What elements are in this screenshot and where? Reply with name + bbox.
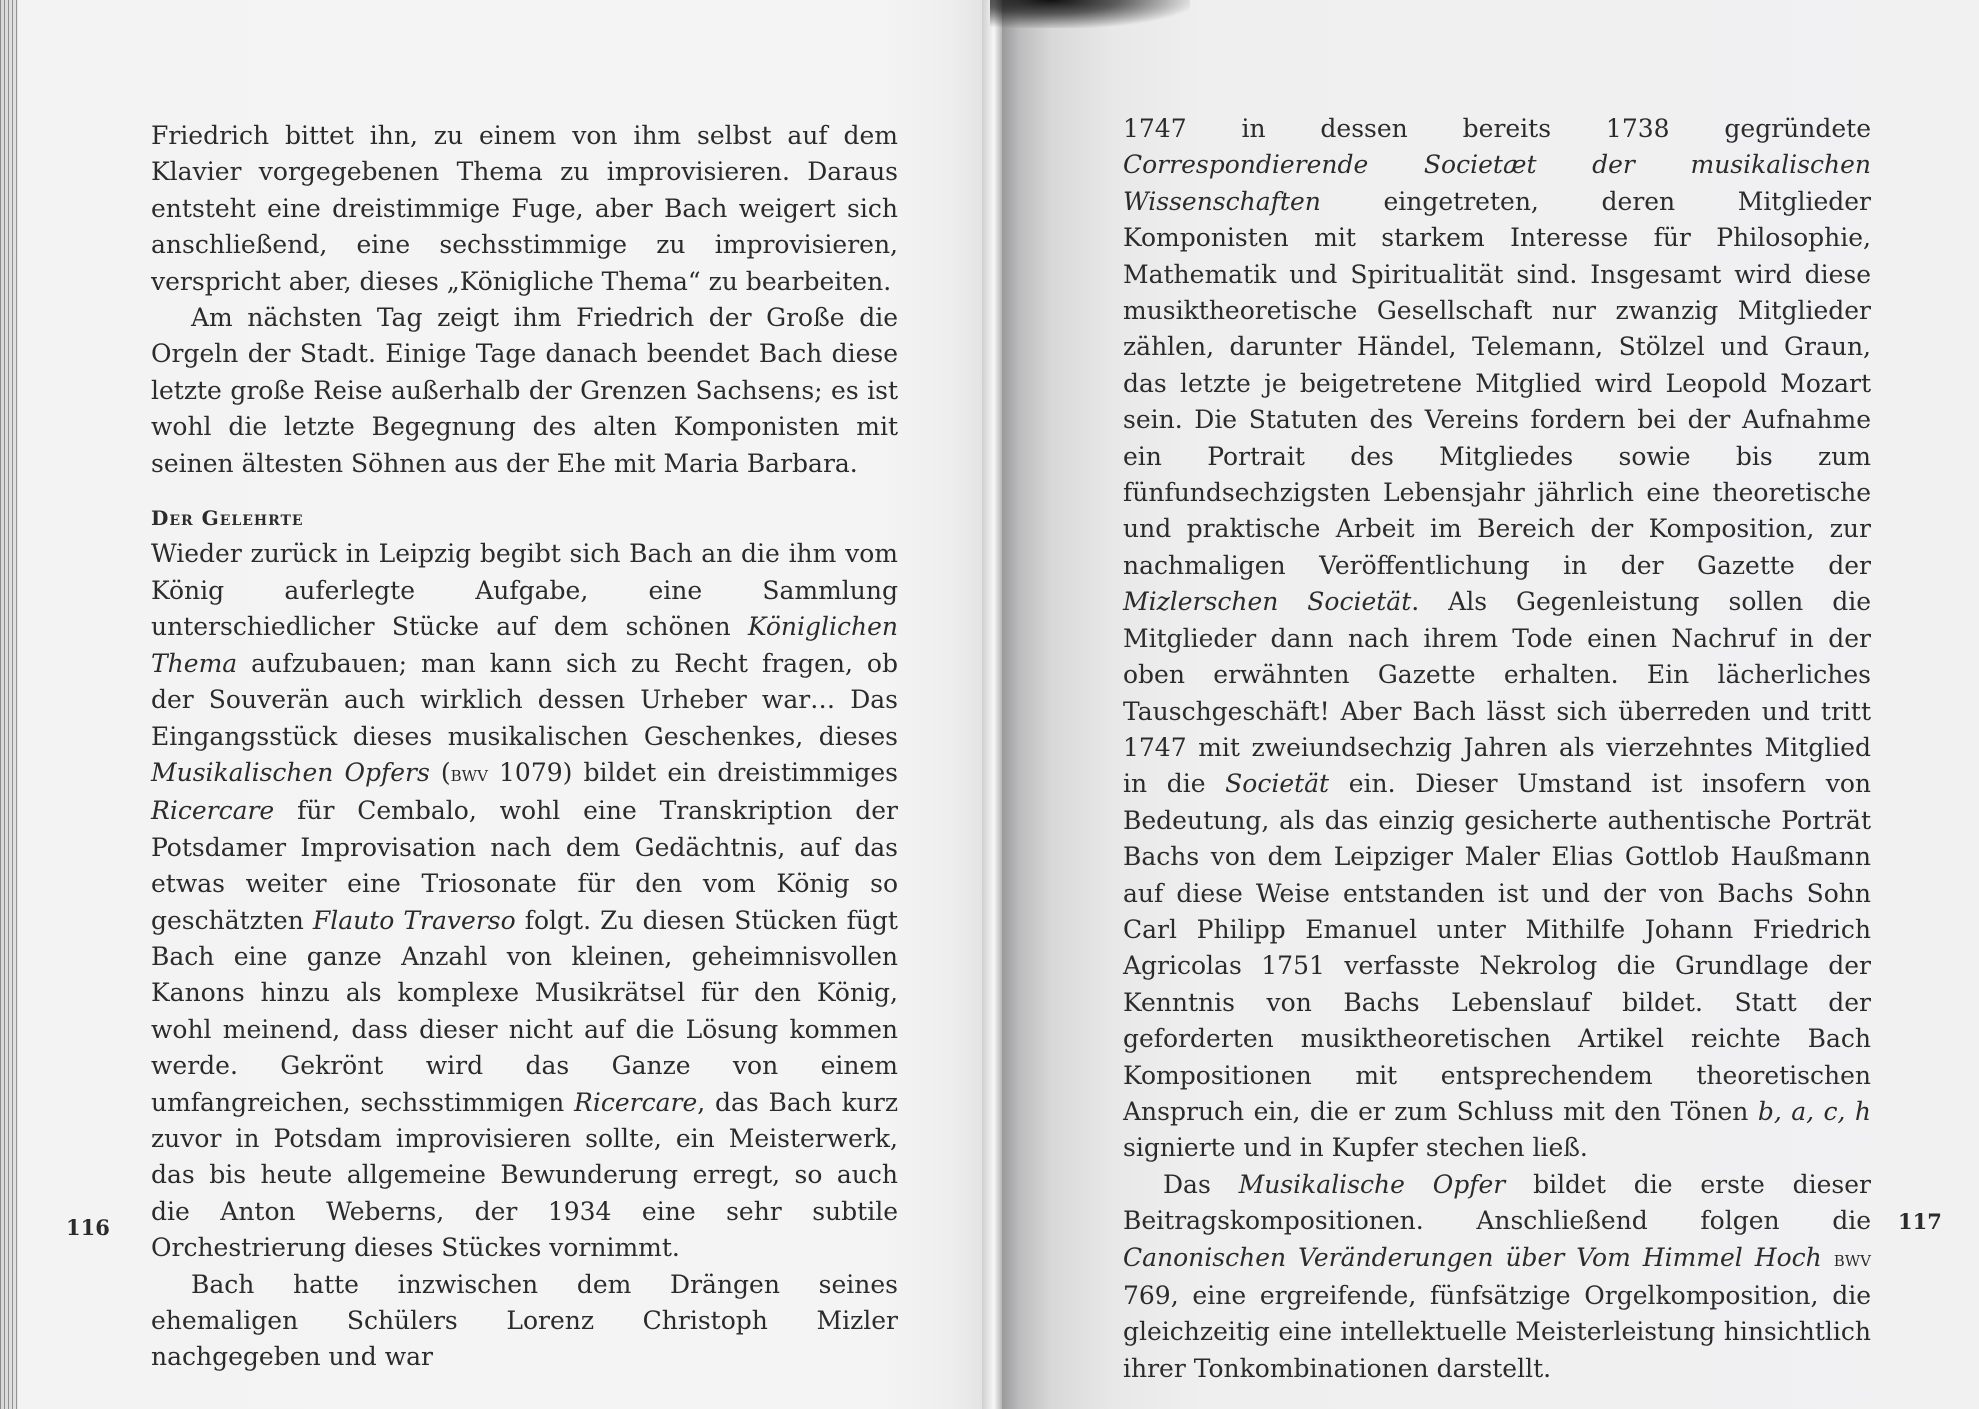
left-page-text [151,118,898,1376]
paragraph: Das Musikalische Opfer bildet die erste dieser Beitragskompositionen. Anschließend folgen die Canonischen Veränderungen über Vom Himmel Hoch bwv 769, eine ergreifende, fünfsätzige Orgelkomposition, die gleichzeitig eine intellektuelle Meisterleistung hinsichtlich ihrer Tonkombinationen darstellt. [1123,1169,1872,1383]
paragraph: Am nächsten Tag zeigt ihm Friedrich der Große die Orgeln der Stadt. Einige Tage danach beendet Bach diese letzte große Reise außerhalb der Grenzen Sachsens; es ist wohl die letzte Begegnung des alten Komponisten mit seinen ältesten Söhnen aus der Ehe mit Maria Barbara. [151,303,898,478]
paragraph: Friedrich bittet ihn, zu einem von ihm selbst auf dem Klavier vorgegebenen Thema zu improvisieren. Daraus entsteht eine dreistimmige Fuge, aber Bach weigert sich anschließend, eine sechsstimmige zu improvisieren, verspricht aber, dieses „Königliche Thema“ zu bearbeiten. [151,121,898,296]
page-number: 117 [1898,1209,1942,1234]
right-page-text [1123,111,1871,1387]
right-page [1002,0,1979,1409]
page-edges [0,0,18,1409]
section-heading: Der Gelehrte [151,506,304,531]
paragraph: 1747 in dessen bereits 1738 gegründete Correspondierende Societæt der musikalischen Wissenschaften eingetreten, deren Mitglieder Komponisten mit starkem Interesse für Philosophie, Mathematik und Spiritualität sind. Insgesamt wird diese musiktheoretische Gesellschaft nur zwanzig Mitglieder zählen, darunter Händel, Telemann, Stölzel und Graun, das letzte je beigetretene Mitglied wird Leopold Mozart sein. Die Statuten des Vereins fordern bei der Aufnahme ein Portrait des Mitgliedes sowie bis zum fünfundsechzigsten Lebensjahr jährlich eine theoretische und praktische Arbeit im Bereich der Komposition, zur nachmaligen Veröffentlichung in der Gazette der Mizlerschen Societät. Als Gegenleistung sollen die Mitglieder dann nach ihrem Tode einen Nachruf in der oben erwähnten Gazette erhalten. Ein lächerliches Tauschgeschäft! Aber Bach lässt sich überreden und tritt 1747 mit zweiundsechzig Jahren als vierzehntes Mitglied in die Societät ein. Dieser Umstand ist insofern von Bedeutung, als das einzig gesicherte authentische Porträt Bachs von dem Leipziger Maler Elias Gottlob Haußmann auf diese Weise entstanden ist und der von Bachs Sohn Carl Philipp Emanuel unter Mithilfe Johann Friedrich Agricolas 1751 verfasste Nekrolog die Grundlage der Kenntnis von Bachs Lebenslauf bildet. Statt der geforderten musiktheoretischen Artikel reichte Bach Kompositionen mit entsprechendem theoretischen Anspruch ein, die er zum Schluss mit den Tönen b, a, c, h signierte und in Kupfer stechen ließ. [1123,114,1871,1163]
page-number: 116 [66,1215,110,1240]
binding-shadow [990,0,1190,28]
left-page [0,0,982,1409]
paragraph: Wieder zurück in Leipzig begibt sich Bach an die ihm vom König auferlegte Aufgabe, eine Sammlung unterschiedlicher Stücke auf dem schönen Königlichen Thema aufzubauen; man kann sich zu Recht fragen, ob der Souverän auch wirklich dessen Urheber war… Das Eingangsstück dieses musikalischen Geschenkes, dieses Musikalischen Opfers (bwv 1079) bildet ein dreistimmiges Ricercare für Cembalo, wohl eine Transkription der Potsdamer Improvisation nach dem Gedächtnis, auf das etwas weiter eine Triosonate für den vom König so geschätzten Flauto Traverso folgt. Zu diesen Stücken fügt Bach eine ganze Anzahl von kleinen, geheimnisvollen Kanons hinzu als komplexe Musikrätsel für den König, wohl meinend, dass dieser nicht auf die Lösung kommen werde. Gekrönt wird das Ganze von einem umfangreichen, sechsstimmigen Ricercare, das Bach kurz zuvor in Potsdam improvisieren sollte, ein Meisterwerk, das bis heute allgemeine Bewunderung erregt, so auch die Anton Weberns, der 1934 eine sehr subtile Orchestrierung dieses Stückes vornimmt. [151,539,899,1263]
book-gutter [982,0,1002,1409]
paragraph: Bach hatte inzwischen dem Drängen seines ehemaligen Schülers Lorenz Christoph Mizler nachgegeben und war [151,1269,898,1372]
